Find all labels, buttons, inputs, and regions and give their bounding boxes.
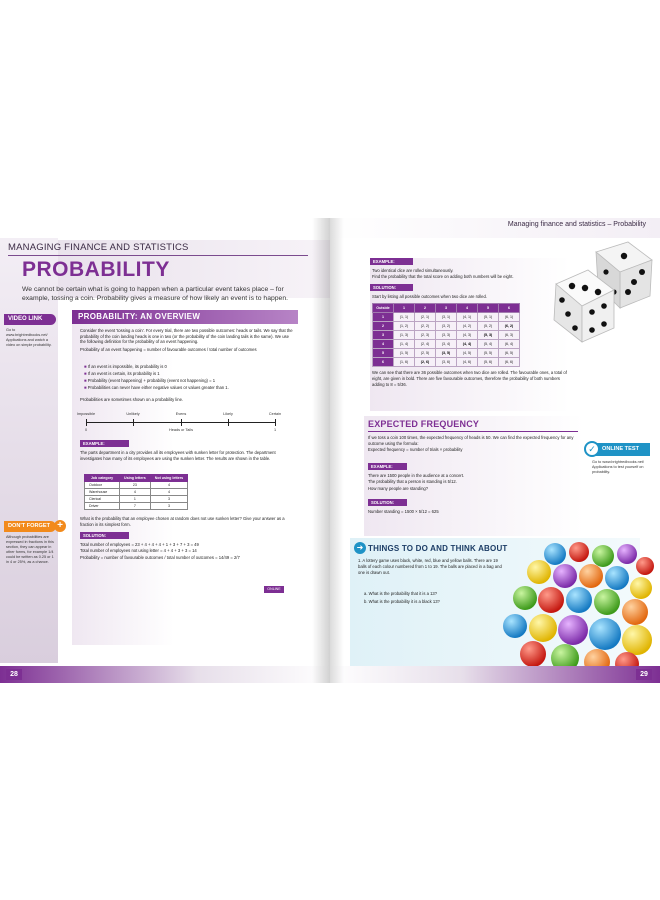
table-cell: (3, 6) (436, 358, 457, 367)
table-row (373, 322, 520, 331)
online-test-tag: ONLINE TEST (586, 443, 650, 456)
title-rule (368, 431, 578, 432)
row-header: 6 (373, 358, 394, 367)
scale-label: Impossible (76, 412, 96, 416)
row-header: 1 (373, 313, 394, 322)
online-test-text: Go to www.brightredbooks.net/ Applications to test yourself on probability. (592, 460, 644, 474)
table-cell: (4, 6) (457, 358, 478, 367)
table-cell: (2, 5) (415, 349, 436, 358)
example-lines (368, 473, 580, 492)
table-row (373, 331, 520, 340)
solution-lines (80, 542, 294, 561)
things-to-do-box (350, 538, 640, 668)
table-cell: (2, 6) (415, 358, 436, 367)
table-cell: (6, 6) (499, 358, 520, 367)
tick-mark (133, 419, 134, 426)
table-cell: (6, 3) (499, 331, 520, 340)
table-cell: 7 (120, 503, 151, 510)
bullet-item: ■ If an event is impossible, its probability is 0 (84, 363, 294, 370)
table-row (85, 503, 188, 510)
section-title: THINGS TO DO AND THINK ABOUT (368, 544, 508, 553)
solution-line: Total number of employees not using letter = 4 + 4 + 3 + 3 = 14 (80, 548, 197, 554)
table-cell: (4, 4) (457, 340, 478, 349)
example-line: There are 1500 people in the audience at a concert. (368, 473, 465, 478)
example-question: What is the probability that an employee chosen at random does not use sunken letter? Give your answer as a fraction in its simplest form. (80, 516, 285, 527)
lottery-balls-image (485, 542, 655, 670)
gutter-shadow (312, 218, 330, 683)
bullet-item: ■ Probabilities can never have either negative values or values greater than 1. (84, 384, 294, 391)
solution-tag: SOLUTION: (368, 499, 407, 506)
table-cell: (1, 5) (394, 349, 415, 358)
table-row (85, 496, 188, 503)
table-row (373, 349, 520, 358)
table-cell: (3, 3) (436, 331, 457, 340)
solution-line: Total number of employees = 23 + 4 + 4 + 4 + 1 + 3 + 7 + 3 = 49 (80, 542, 199, 547)
table-cell: 4 (150, 482, 187, 489)
paragraph: If we toss a coin 100 times, the expected frequency of heads is 50. We can find the expected frequency for any outcome using the formula: (368, 435, 574, 446)
overview-bullets (84, 363, 294, 391)
table-cell: (1, 3) (394, 331, 415, 340)
dice-outcomes-table (372, 303, 520, 367)
table-header: Using letters (120, 475, 151, 482)
table-cell: Outdoor (85, 482, 120, 489)
plus-icon: + (54, 520, 66, 532)
employee-table (84, 474, 188, 510)
dont-forget-text: Although probabilities are expressed in fractions in this section, they can appear in other forms, for example 1/4 could be written as 0.25 or 1 in 4 or 25%, as a chance. (6, 535, 54, 564)
dice-image (548, 240, 654, 344)
table-cell: Warehouse (85, 489, 120, 496)
table-cell: 1 (120, 496, 151, 503)
solution-line: Probability = number of favourable outcomes / total number of outcomes = 14/49 = 2/7 (80, 554, 240, 560)
table-cell: (3, 1) (436, 313, 457, 322)
solution-text: Number standing = 1500 × 5/12 = 625 (368, 509, 439, 514)
scale-value: 1 (273, 428, 277, 432)
gutter-shadow (330, 218, 344, 683)
row-header: 2 (373, 322, 394, 331)
question-text: 1. A lottery game uses black, white, red, blue and yellow balls. There are 19 balls of each colour numbered from 1 to 19. The balls are placed in a bag and one is drawn out. (358, 558, 502, 575)
scale-value: Heads or Tails (169, 428, 193, 432)
table-cell: (1, 2) (394, 322, 415, 331)
example-line: The probability that a person is standing is 5/12. (368, 479, 457, 485)
example-line: Find the probability that the total score on adding both numbers will be eight. (372, 274, 514, 279)
table-cell: (5, 4) (478, 340, 499, 349)
table-cell: (2, 1) (415, 313, 436, 322)
bullet-item: ■ If an event is certain, its probability is 1 (84, 370, 294, 377)
question-part: b. What is the probability it is a black 13? (364, 599, 440, 604)
example-tag: EXAMPLE: (368, 463, 407, 470)
scale-label: Likely (223, 412, 233, 416)
right-page (330, 218, 660, 683)
example-tag: EXAMPLE: (80, 440, 129, 447)
kicker-rule (8, 255, 308, 256)
dice-example-box (370, 258, 570, 411)
table-cell: (4, 2) (457, 322, 478, 331)
scale-label: Evens (175, 412, 187, 416)
table-cell: (5, 3) (478, 331, 499, 340)
table-cell: (5, 6) (478, 358, 499, 367)
formula: Expected frequency = number of trials × probability (368, 447, 463, 452)
table-cell: (4, 1) (457, 313, 478, 322)
book-spread (0, 218, 660, 683)
table-header: 5 (478, 304, 499, 313)
table-header: Job category (85, 475, 120, 482)
page-title: PROBABILITY (22, 258, 170, 281)
page-number: 28 (6, 669, 22, 680)
table-corner: Outside (373, 304, 394, 313)
table-cell: 3 (150, 496, 187, 503)
solution-text: Start by listing all possible outcomes when two dice are rolled. (372, 294, 487, 299)
left-page (0, 218, 330, 683)
tick-mark (275, 419, 276, 426)
row-header: 4 (373, 340, 394, 349)
dice-conclusion: We can see that there are 36 possible outcomes when two dice are rolled. The favourable ones, a total of eight, are given in bold. There are five favourable outcomes, therefore the probability of both numbers adding to 8 = 5/36. (372, 370, 567, 387)
probability-formula: Probability of an event happening = number of favourable outcomes / total number of outcomes (80, 346, 257, 352)
table-cell: 3 (150, 503, 187, 510)
page-number: 29 (636, 669, 652, 680)
table-cell: (1, 4) (394, 340, 415, 349)
table-cell: (5, 1) (478, 313, 499, 322)
table-cell: (3, 2) (436, 322, 457, 331)
row-header: 5 (373, 349, 394, 358)
online-badge: ONLINE (264, 586, 284, 593)
table-cell: Driver (85, 503, 120, 510)
table-cell: (2, 4) (415, 340, 436, 349)
table-header: 2 (415, 304, 436, 313)
example-line: How many people are standing? (368, 485, 429, 491)
bullet-item: ■ Probability (event happening) + probability (event not happening) = 1 (84, 377, 294, 384)
table-cell: (3, 4) (436, 340, 457, 349)
example-tag: EXAMPLE: (370, 258, 413, 265)
section-title: EXPECTED FREQUENCY (368, 419, 480, 429)
probability-line (76, 412, 282, 436)
table-cell: (2, 3) (415, 331, 436, 340)
overview-title: PROBABILITY: AN OVERVIEW (78, 312, 201, 321)
table-header: 1 (394, 304, 415, 313)
table-header: 6 (499, 304, 520, 313)
solution-tag: SOLUTION: (370, 284, 413, 291)
table-cell: (6, 2) (499, 322, 520, 331)
scale-value: 0 (84, 428, 88, 432)
arrow-icon: ➜ (354, 542, 366, 554)
table-header: 4 (457, 304, 478, 313)
table-row (85, 489, 188, 496)
table-row (373, 313, 520, 322)
check-icon: ✓ (584, 441, 600, 457)
table-cell: 4 (150, 489, 187, 496)
table-cell: (4, 3) (457, 331, 478, 340)
tick-mark (228, 419, 229, 426)
scale-intro: Probabilities are sometimes shown on a probability line. (80, 397, 184, 402)
table-row (373, 340, 520, 349)
footer-band (0, 666, 330, 683)
table-cell: Clerical (85, 496, 120, 503)
overview-paragraph: Consider the event 'tossing a coin'. For every trial, there are two possible outcomes: heads or tails. We say that the probability of the coin landing heads is one in two (or the probability of the coin landing tails is the same). We use the following definition for the probability of an event happening. (80, 328, 293, 345)
table-cell: (2, 2) (415, 322, 436, 331)
scale-label: Certain (268, 412, 282, 416)
table-cell: (6, 1) (499, 313, 520, 322)
table-cell: 4 (120, 489, 151, 496)
table-row (373, 358, 520, 367)
table-cell: 23 (120, 482, 151, 489)
table-cell: (4, 5) (457, 349, 478, 358)
table-cell: (3, 5) (436, 349, 457, 358)
solution-tag: SOLUTION: (80, 532, 129, 539)
scale-label: Unlikely (126, 412, 140, 416)
example-text (372, 268, 568, 280)
footer-band (330, 666, 660, 683)
intro-paragraph: We cannot be certain what is going to happen when a particular event takes place – for example, tossing a coin. Probability gives a measure of how likely an event is to happen. (22, 286, 288, 302)
video-link-text: Go to www.brightredbooks.net/ Applications and watch a video on simple probability. (6, 328, 52, 347)
table-cell: (6, 4) (499, 340, 520, 349)
tick-mark (86, 419, 87, 426)
dont-forget-tag: DON'T FORGET (4, 521, 56, 532)
table-cell: (5, 2) (478, 322, 499, 331)
table-row (85, 482, 188, 489)
example-line: Two identical dice are rolled simultaneously. (372, 268, 454, 273)
expected-frequency-box (364, 416, 584, 536)
tick-mark (181, 419, 182, 426)
table-cell: (6, 5) (499, 349, 520, 358)
question-parts (364, 590, 504, 606)
table-cell: (1, 6) (394, 358, 415, 367)
overview-box (72, 310, 298, 645)
table-cell: (1, 1) (394, 313, 415, 322)
example-text: The parts department in a city provides all its employees with sunken letter for protection. The department investigates how many of its employees are using the sunken letter. The results are shown in the table. (80, 450, 276, 461)
section-text (368, 435, 580, 453)
overview-body (80, 328, 294, 354)
table-cell: (5, 5) (478, 349, 499, 358)
section-kicker: MANAGING FINANCE AND STATISTICS (8, 242, 189, 253)
video-link-tag: VIDEO LINK (4, 314, 56, 325)
table-header: Not using letters (150, 475, 187, 482)
table-header: 3 (436, 304, 457, 313)
question-part: a. What is the probability that it is a 13? (364, 591, 438, 596)
running-header: Managing finance and statistics – Probability (507, 221, 646, 228)
row-header: 3 (373, 331, 394, 340)
